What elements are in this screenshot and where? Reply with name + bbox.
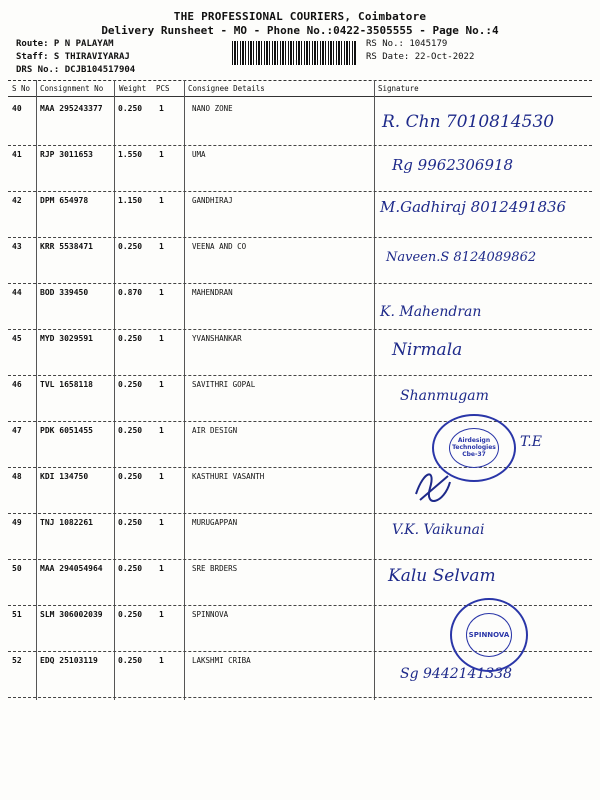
row-sno: 46 <box>12 380 22 389</box>
col-header-weight: Weight <box>119 84 147 93</box>
table-row <box>0 560 600 606</box>
row-consignee: AIR DESIGN <box>192 426 238 435</box>
row-consignment: TNJ 1082261 <box>40 518 93 527</box>
signature-row-40: R. Chn 7010814530 <box>382 112 555 132</box>
col-header-consignment: Consignment No <box>40 84 104 93</box>
row-consignee: GANDHIRAJ <box>192 196 233 205</box>
signature-row-49: V.K. Vaikunai <box>392 522 485 538</box>
row-weight: 0.250 <box>118 426 143 435</box>
col-header-signature: Signature <box>378 84 419 93</box>
row-pcs: 1 <box>159 426 164 435</box>
signature-row-43: Naveen.S 8124089862 <box>386 250 537 265</box>
row-pcs: 1 <box>159 196 164 205</box>
row-pcs: 1 <box>159 610 164 619</box>
route-staff-block <box>16 38 135 77</box>
row-weight: 0.250 <box>118 518 143 527</box>
row-consignment: RJP 3011653 <box>40 150 93 159</box>
row-sno: 44 <box>12 288 22 297</box>
row-pcs: 1 <box>159 104 164 113</box>
row-consignee: MAHENDRAN <box>192 288 233 297</box>
row-consignee: LAKSHMI CRIBA <box>192 656 251 665</box>
row-sno: 51 <box>12 610 22 619</box>
table-row <box>0 284 600 330</box>
signature-row-46: Shanmugam <box>400 388 489 404</box>
row-consignment: TVL 1658118 <box>40 380 93 389</box>
staff-label: Staff: S THIRAVIYARAJ <box>16 52 130 62</box>
row-consignment: PDK 6051455 <box>40 426 93 435</box>
header-top-rule <box>8 80 592 81</box>
row-consignment: KDI 134750 <box>40 472 89 481</box>
row-consignment: SLM 306002039 <box>40 610 103 619</box>
row-weight: 0.250 <box>118 380 143 389</box>
rs-date: RS Date: 22-Oct-2022 <box>366 52 475 62</box>
row-weight: 1.550 <box>118 150 143 159</box>
row-sno: 40 <box>12 104 22 113</box>
barcode-image <box>232 41 356 65</box>
row-pcs: 1 <box>159 380 164 389</box>
row-consignee: UMA <box>192 150 206 159</box>
row-sno: 48 <box>12 472 22 481</box>
row-consignee: SPINNOVA <box>192 610 229 619</box>
col-header-pcs: PCS <box>156 84 170 93</box>
runsheet-subtitle: Delivery Runsheet - MO - Phone No.:0422-3505555 - Page No.:4 <box>101 24 499 37</box>
row-sno: 50 <box>12 564 22 573</box>
company-title: THE PROFESSIONAL COURIERS, Coimbatore <box>173 10 427 23</box>
row-pcs: 1 <box>159 518 164 527</box>
airdesign-stamp-name: Airdesign Technologies <box>452 437 496 452</box>
col-header-sno: S No <box>12 84 31 93</box>
row-consignee: YVANSHANKAR <box>192 334 242 343</box>
signature-row-52: Sg 9442141338 <box>400 666 513 682</box>
row-weight: 1.150 <box>118 196 143 205</box>
row-sno: 42 <box>12 196 22 205</box>
signature-row-47: T.E <box>520 434 542 450</box>
row-consignee: MURUGAPPAN <box>192 518 238 527</box>
col-header-consignee: Consignee Details <box>188 84 265 93</box>
row-consignee: NANO ZONE <box>192 104 233 113</box>
row-weight: 0.250 <box>118 564 143 573</box>
signature-row-50: Kalu Selvam <box>388 566 496 586</box>
row-weight: 0.250 <box>118 334 143 343</box>
rs-info-block <box>366 38 474 64</box>
row-pcs: 1 <box>159 242 164 251</box>
spinnova-stamp-name: SPINNOVA <box>468 631 510 639</box>
row-consignment: EDQ 25103119 <box>40 656 98 665</box>
row-sno: 49 <box>12 518 22 527</box>
row-sno: 47 <box>12 426 22 435</box>
table-row <box>0 376 600 422</box>
row-consignment: MAA 294054964 <box>40 564 103 573</box>
row-divider <box>8 697 592 698</box>
row-consignment: DPM 654978 <box>40 196 89 205</box>
row-consignee: SRE BRDERS <box>192 564 238 573</box>
row-weight: 0.250 <box>118 610 143 619</box>
table-row <box>0 330 600 376</box>
row-consignee: SAVITHRI GOPAL <box>192 380 256 389</box>
row-sno: 52 <box>12 656 22 665</box>
header-bottom-rule <box>8 96 592 97</box>
row-pcs: 1 <box>159 150 164 159</box>
table-row <box>0 468 600 514</box>
row-pcs: 1 <box>159 334 164 343</box>
row-consignment: BOD 339450 <box>40 288 89 297</box>
table-row <box>0 514 600 560</box>
rs-number: RS No.: 1045179 <box>366 39 448 49</box>
row-weight: 0.870 <box>118 288 143 297</box>
row-consignee: KASTHURI VASANTH <box>192 472 265 481</box>
row-sno: 41 <box>12 150 22 159</box>
row-pcs: 1 <box>159 288 164 297</box>
airdesign-stamp <box>432 414 516 482</box>
row-consignee: VEENA AND CO <box>192 242 247 251</box>
airdesign-stamp-city: Cbe-37 <box>462 451 486 459</box>
signature-row-45: Nirmala <box>392 340 463 360</box>
signature-row-41: Rg 9962306918 <box>392 156 514 174</box>
row-pcs: 1 <box>159 564 164 573</box>
row-consignment: MAA 295243377 <box>40 104 103 113</box>
row-pcs: 1 <box>159 656 164 665</box>
signature-row-44: K. Mahendran <box>380 304 482 320</box>
row-pcs: 1 <box>159 472 164 481</box>
drs-label: DRS No.: DCJB104517904 <box>16 65 136 75</box>
route-label: Route: P N PALAYAM <box>16 39 114 49</box>
row-sno: 43 <box>12 242 22 251</box>
row-weight: 0.250 <box>118 656 143 665</box>
row-consignment: KRR 5538471 <box>40 242 93 251</box>
row-weight: 0.250 <box>118 472 143 481</box>
signature-row-42: M.Gadhiraj 8012491836 <box>380 198 567 216</box>
spinnova-stamp <box>450 598 528 672</box>
row-weight: 0.250 <box>118 104 143 113</box>
row-consignment: MYD 3029591 <box>40 334 93 343</box>
row-weight: 0.250 <box>118 242 143 251</box>
row-sno: 45 <box>12 334 22 343</box>
